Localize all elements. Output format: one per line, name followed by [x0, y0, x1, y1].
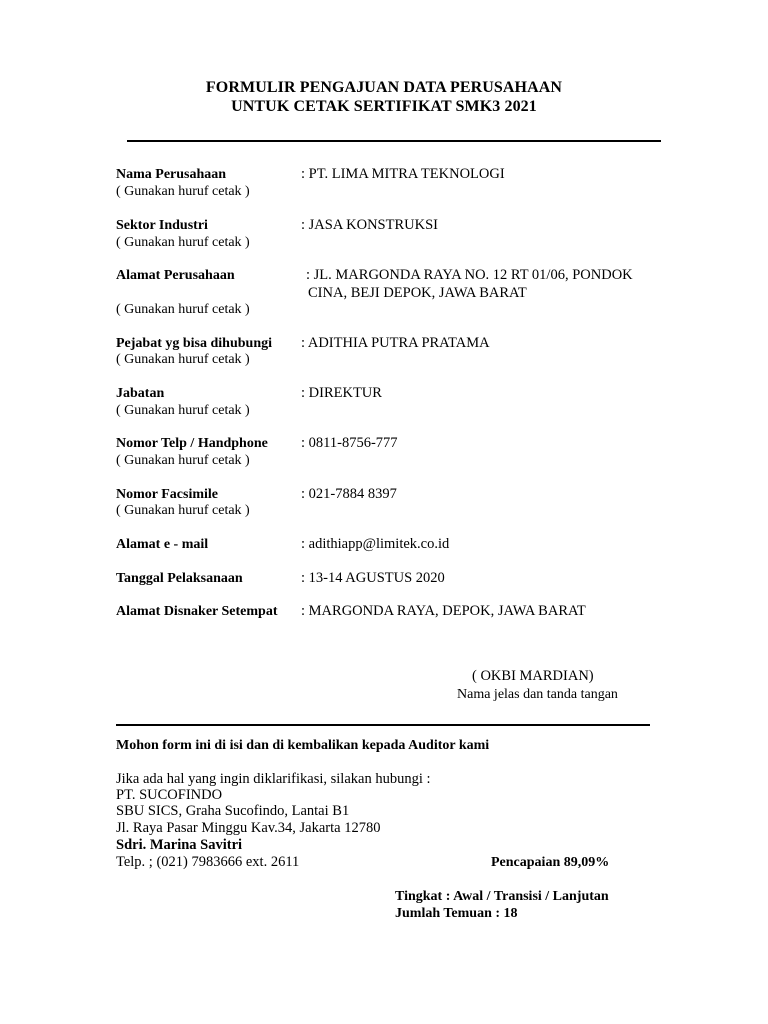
fax-label: Nomor Facsimile: [116, 487, 218, 502]
contact-person-hint: ( Gunakan huruf cetak ): [116, 352, 250, 367]
date-value: : 13-14 AGUSTUS 2020: [301, 570, 445, 586]
disnaker-address-label: Alamat Disnaker Setempat: [116, 604, 278, 619]
contact-person-value: : ADITHIA PUTRA PRATAMA: [301, 335, 490, 351]
company-name-value: : PT. LIMA MITRA TEKNOLOGI: [301, 166, 505, 182]
footer-line: Jika ada hal yang ingin diklarifikasi, silakan hubungi :: [116, 771, 431, 787]
signatory-name: ( OKBI MARDIAN): [472, 668, 594, 684]
top-divider: [127, 140, 661, 142]
achievement-value: Pencapaian 89,09%: [491, 855, 610, 870]
phone-label: Nomor Telp / Handphone: [116, 436, 268, 451]
date-label: Tanggal Pelaksanaan: [116, 571, 243, 586]
industry-sector-value: : JASA KONSTRUKSI: [301, 217, 438, 233]
phone-hint: ( Gunakan huruf cetak ): [116, 453, 250, 468]
disnaker-address-value: : MARGONDA RAYA, DEPOK, JAWA BARAT: [301, 603, 586, 619]
footer-line: PT. SUCOFINDO: [116, 787, 223, 803]
fax-hint: ( Gunakan huruf cetak ): [116, 503, 250, 518]
company-address-value: : JL. MARGONDA RAYA NO. 12 RT 01/06, PONDOK: [306, 267, 633, 283]
signature-caption: Nama jelas dan tanda tangan: [457, 687, 618, 702]
form-title-line-2: UNTUK CETAK SERTIFIKAT SMK3 2021: [231, 98, 537, 115]
industry-sector-label: Sektor Industri: [116, 218, 208, 233]
industry-sector-hint: ( Gunakan huruf cetak ): [116, 235, 250, 250]
findings-count: Jumlah Temuan : 18: [395, 906, 518, 921]
company-name-label: Nama Perusahaan: [116, 167, 227, 182]
position-hint: ( Gunakan huruf cetak ): [116, 403, 250, 418]
footer-line: Jl. Raya Pasar Minggu Kav.34, Jakarta 12780: [116, 820, 381, 836]
bottom-divider: [116, 724, 650, 726]
position-value: : DIREKTUR: [301, 385, 382, 401]
form-title-line-1: FORMULIR PENGAJUAN DATA PERUSAHAAN: [205, 79, 563, 96]
company-address-label: Alamat Perusahaan: [116, 268, 235, 283]
email-label: Alamat e - mail: [116, 537, 209, 552]
level-text: Tingkat : Awal / Transisi / Lanjutan: [395, 889, 609, 904]
company-name-hint: ( Gunakan huruf cetak ): [116, 184, 250, 199]
contact-phone: Telp. ; (021) 7983666 ext. 2611: [116, 854, 300, 870]
footer-line: SBU SICS, Graha Sucofindo, Lantai B1: [116, 803, 350, 819]
return-instruction: Mohon form ini di isi dan di kembalikan kepada Auditor kami: [116, 738, 490, 753]
contact-person-label: Pejabat yg bisa dihubungi: [116, 336, 272, 351]
phone-value: : 0811-8756-777: [301, 435, 398, 451]
position-label: Jabatan: [116, 386, 165, 401]
fax-value: : 021-7884 8397: [301, 486, 397, 502]
email-value: : adithiapp@limitek.co.id: [301, 536, 450, 552]
contact-name: Sdri. Marina Savitri: [116, 837, 243, 853]
company-address-hint: ( Gunakan huruf cetak ): [116, 302, 250, 317]
company-address-value-line-2: CINA, BEJI DEPOK, JAWA BARAT: [308, 285, 527, 301]
